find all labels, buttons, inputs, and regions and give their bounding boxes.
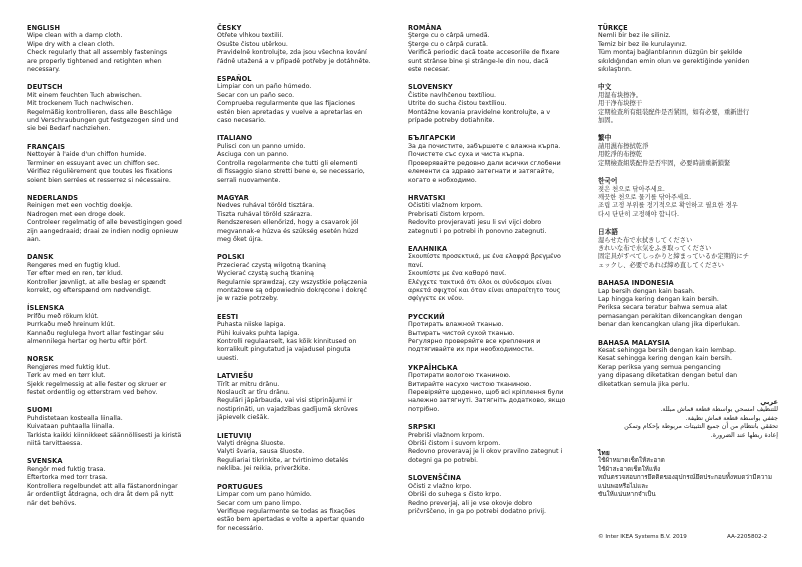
- section-suomi: [27, 406, 205, 448]
- section-nederlands: [27, 194, 205, 244]
- section-magyar: [217, 194, 395, 244]
- section-text: Valyti drėgna šluoste. Valyti švaria, sausa šluoste. Reguliariai tikrinkite, ar tvirtinimo detalės neklibа. Jei reikia, priveržkite.: [217, 440, 349, 473]
- section-eesti: [217, 313, 395, 363]
- section-romana: [408, 24, 586, 74]
- section-arabi: [598, 398, 778, 440]
- section-heading: РУССКИЙ: [408, 312, 445, 321]
- section-heading: MAGYAR: [217, 193, 249, 202]
- section-text: Puhasta niiske lapiga. Pühi kuivaks puhta lapiga. Kontrolli regulaarselt, kas kõik kinnitused on korralikult pingutatud ja vajadusel pinguta uuesti.: [217, 321, 357, 362]
- section-text: Pulisci con un panno umido. Asciuga con un panno. Controlla regolarmente che tutti gli elementi di fissaggio siano stretti bene e, se necessario, serrali nuovamente.: [217, 142, 365, 184]
- section-heading: БЪЛГАРСКИ: [408, 134, 456, 143]
- section-text: Limpar com um pano húmido. Secar com um pano limpo. Verifique regularmente se todas as fixações estão bem apertadas e volte a apertar quando for necessário.: [217, 491, 365, 532]
- section-heading: HRVATSKI: [408, 193, 446, 202]
- section-text: Rengör med fuktig trasa. Eftertorka med torr trasa. Kontrollera regelbundet att alla fästanordningar är ordentligt åtdragna, och dra åt dem på nytt när det behövs.: [27, 465, 178, 507]
- section-portugues: [217, 483, 395, 533]
- section-heading: 繁中: [598, 134, 612, 143]
- section-srpski: [408, 423, 586, 465]
- section-text: За да почистите, забършете с влажна кърпа. Почистете със суха и чиста кърпа. Проверявайте редовно дали всички сглобени елементи са здраво затегнати и затягайте, когато е нобходимо.: [408, 142, 561, 184]
- section-text: Očistiti vlažnom krpom. Prebrisati čistom krpom. Redovito provjeravati jesu li svi vijci dobro zategnuti i po potrebi ih ponovno zategnuti.: [408, 202, 547, 235]
- section-heading: BAHASA INDONESIA: [598, 279, 674, 288]
- document-code: AA-2205802-2: [727, 534, 768, 540]
- section-heading: 한국어: [598, 177, 618, 186]
- section-text: Şterge cu o cârpă umedă. Şterge cu o cârpă curată. Verifică periodic dacă toate accesoriile de fixare sunt strânse bine şi strânge-le din nou, dacă este necesar.: [408, 32, 560, 74]
- section-slovensky: [408, 83, 586, 125]
- section-heading: ENGLISH: [27, 24, 61, 32]
- section-heading: SLOVENŠČINA: [408, 474, 462, 483]
- section-dansk: [27, 253, 205, 295]
- column-2: [217, 24, 395, 542]
- section-zhongwen: [598, 83, 778, 125]
- section-text: Wipe clean with a damp cloth. Wipe dry with a clean cloth. Check regularly that all assembly fastenings are properly tightened and retighten when necessary.: [27, 32, 168, 74]
- section-heading: ČESKY: [217, 24, 242, 32]
- section-nihongo: [598, 228, 778, 270]
- section-text: Tīrīt ar mitru drānu. Noslaucīt ar tīru drānu. Regulāri jāpārbauda, vai visi stiprinājumi ir nostiprināti, un vajadzības gadījumā skrūves jāpievelk ciešāk.: [217, 380, 358, 422]
- column-4: [598, 24, 778, 509]
- section-thai: [598, 449, 778, 499]
- section-heading: LATVIEŠU: [217, 372, 254, 381]
- section-text: Σκουπίστε προσεκτικά, με ένα ελαφρά βρεγμένο πανί. Σκουπίστε με ένα καθαρό πανί. Ελέγχετε τακτικά ότι όλοι οι σύνδεσμοι είναι αρκετά σφιχτοί και όταν είναι απαραίτητο τους σφίγγετε εκ νέου.: [408, 253, 561, 303]
- section-text: Rengjøres med fuktig klut. Tørk av med en tørr klut. Sjekk regelmessig at alle fester og skruer er festet ordentlig og etterstram ved behov.: [27, 363, 167, 397]
- section-heading: SUOMI: [27, 406, 53, 415]
- section-heading: ESPAÑOL: [217, 75, 252, 84]
- section-text: Otřete vlhkou textilií. Osušte čistou utěrkou. Pravidelně kontrolujte, zda jsou všechna kování řádně utažená a v případě potřeby je dotáhněte.: [217, 32, 371, 65]
- section-islenska: [27, 304, 205, 346]
- section-ukrainska: [408, 364, 586, 414]
- section-heading: ΕΛΛΗΝΙΚΑ: [408, 244, 448, 253]
- section-heading: 日本語: [598, 228, 619, 237]
- section-italiano: [217, 134, 395, 184]
- section-turkce: [598, 24, 778, 74]
- section-cesky: [217, 24, 395, 66]
- section-heading: 中文: [598, 83, 612, 92]
- section-heading: FRANÇAIS: [27, 142, 66, 151]
- section-bahasa-malaysia: [598, 339, 778, 389]
- section-english: [27, 24, 205, 74]
- section-text: Limpiar con un paño húmedo. Secar con un paño seco. Comprueba regularmente que las fijaciones estén bien apretadas y vuelve a apretarlas en caso necesario.: [217, 83, 363, 125]
- section-russkiy: [408, 313, 586, 355]
- section-text: ใช้ผ้าหมาดเช็ดให้สะอาด ใช้ผ้าสะอาดเช็ดให้แห้ง หมั่นตรวจสอบการยึดติดของอุปกรณ์ยึดประกอบทั้งหมดว่ามีความแน่นพอหรือไม่และ ขันให้แน่นหากจำเป็น: [598, 457, 772, 499]
- section-lietuviu: [217, 432, 395, 474]
- section-heading: عربي: [760, 398, 778, 407]
- section-text: Nemli bir bez ile siliniz. Temiz bir bez ile kurulayınız. Tüm montaj bağlantılarının düzgün bir şekilde sıkıldığından emin olun ve gerektiğinde yeniden sıkılaştırın.: [598, 32, 750, 74]
- section-heading: DANSK: [27, 253, 54, 262]
- section-bulgarski: [408, 134, 586, 184]
- section-text: Reinigen met een vochtig doekje. Nadrogen met een droge doek. Controleer regelmatig of alle bevestigingen goed zijn aangedraaid; draai ze indien nodig opnieuw aan.: [27, 202, 182, 243]
- section-heading: ไทย: [598, 449, 610, 458]
- copyright-notice: © Inter IKEA Systems B.V. 2019: [598, 534, 687, 540]
- section-heading: NEDERLANDS: [27, 193, 79, 202]
- section-heading: EESTI: [217, 312, 239, 321]
- section-text: 請用濕布擦拭乾淨 用乾淨的布擦乾 定期檢查組裝配件是否牢固，必要時請重新鎖緊: [598, 142, 731, 167]
- section-text: Mit einem feuchten Tuch abwischen. Mit trockenem Tuch nachwischen. Regelmäßig kontrollieren, dass alle Beschläge und Verschraubungen gut festgezogen sind und sie bei Bedarf nachziehen.: [27, 91, 179, 133]
- section-polski: [217, 253, 395, 303]
- section-espanol: [217, 75, 395, 125]
- section-text: 젖은 천으로 닦아주세요. 깨끗한 천으로 물기를 닦아주세요. 조립 고정 부위를 정기적으로 확인하고 필요한 경우 다시 단단히 고정해야 합니다.: [598, 185, 738, 218]
- section-ellinika: [408, 245, 586, 304]
- section-heading: ÍSLENSKA: [27, 304, 65, 313]
- section-heading: LIETUVIŲ: [217, 431, 252, 440]
- section-text: Kesat sehingga bersih dengan kain lembap. Kesat sehingga kering dengan kain bersih. Kerap periksa yang semua pengancing yang dipasang diketatkan dengan betul dan diketatkan semula jika perlu.: [598, 347, 738, 388]
- section-heading: PORTUGUES: [217, 482, 263, 491]
- section-heading: NORSK: [27, 355, 54, 364]
- section-bahasa-indonesia: [598, 279, 778, 329]
- section-text: Протирать влажной тканью. Вытирать чистой сухой тканью. Регулярно проверяйте все крепления и подтягивайте их при необходимости.: [408, 321, 541, 354]
- section-fanzhong: [598, 134, 778, 168]
- section-hrvatski: [408, 194, 586, 236]
- section-heading: TÜRKÇE: [598, 24, 628, 32]
- section-slovenscina: [408, 474, 586, 516]
- section-heading: SRPSKI: [408, 423, 436, 432]
- section-deutsch: [27, 83, 205, 133]
- section-francais: [27, 143, 205, 185]
- section-hangugeo: [598, 177, 778, 219]
- section-text: Nettoyer à l'aide d'un chiffon humide. Terminer en essuyant avec un chiffon sec. Vérifiez régulièrement que toutes les fixations soient bien serrées et resserrez si nécessaire.: [27, 151, 173, 184]
- section-heading: DEUTSCH: [27, 83, 63, 92]
- section-text: Þrífðu með rökum klút. Þurrkaðu með hreinum klút. Kannaðu reglulega hvort allar festingar séu almennilega hertar og hertu eftir þörf.: [27, 312, 164, 345]
- column-3: [408, 24, 586, 525]
- section-text: Rengøres med en fugtig klud. Tør efter med en ren, tør klud. Kontroller jævnligt, at alle beslag er spændt korrekt, og efterspænd om nødvendigt.: [27, 261, 166, 294]
- section-text: 用湿布块擦净。 用干净布块擦干 定期检查所有组装配件是否紧固，如有必要，重新进行 加固。: [598, 91, 750, 125]
- section-text: Протирати вологою тканиною. Витирайте насухо чистою тканиною. Перевіряйте щоденно, щоб всі кріплення були належно затягнуті. Затягніть додатково, якщо потрібно.: [408, 372, 566, 413]
- section-heading: POLSKI: [217, 253, 245, 262]
- section-heading: УКРАЇНСЬКА: [408, 363, 458, 372]
- section-heading: ROMÂNA: [408, 24, 442, 32]
- section-text: Očisti z vlažno krpo. Obriši do suhega s čisto krpo. Redno preverjaj, ali je vse okovje dobro pričvrščeno, in ga po potrebi dodatno privij.: [408, 482, 546, 515]
- section-text: للتنظيف امسحي بواسطة قطعة قماش مبللة. جففي بواسطة قطعة قماش نظيفة. تحققي بانتظام من أن جميع التثبيتات مربوطة بإحكام وتمكن إعادة ربطها عند الضرورة.: [624, 406, 778, 439]
- section-text: Čistite navlhčenou textíliou. Utrite do sucha čistou textíliou. Montážne kovania pravidelne kontrolujte, a v prípade potreby dotiahnite.: [408, 91, 551, 125]
- column-1: [27, 24, 205, 517]
- section-heading: SLOVENSKY: [408, 83, 453, 92]
- section-text: Lap bersih dengan kain basah. Lap hingga kering dengan kain bersih. Periksa secara teratur bahwa semua alat pemasangan perakitan dikencangkan dengan benar dan kencangkan ulang jika diperlukan.: [598, 287, 743, 329]
- section-text: Puhdistetaan kostealla liinalla. Kuivataan puhtaalla liinalla. Tarkista kaikki kiinnikkeet säännöllisesti ja kiristä niitä tarvittaessa.: [27, 414, 182, 448]
- section-heading: BAHASA MALAYSIA: [598, 338, 670, 347]
- section-heading: ITALIANO: [217, 134, 253, 143]
- section-text: Prebriši vlažnom krpom. Obriši čistom i suvom krpom. Redovno proveravaj je li okov pravilno zategnut i dotegni ga po potrebi.: [408, 431, 563, 464]
- section-heading: SVENSKA: [27, 457, 63, 466]
- section-text: 湿らせた布で水拭きしてください きれいな布で水気をふき取ってください 固定具がすべてしっかりと締まっているか定期的にチ ェックし、必要であれば締め直してください: [598, 236, 749, 269]
- section-norsk: [27, 355, 205, 397]
- section-svenska: [27, 457, 205, 507]
- section-text: Nedves ruhával töröld tisztára. Tiszta ruhával töröld szárazra. Rendszeresen ellenőrizd, hogy a csavarok jól megvannak-e húzva és szükség esetén húzd meg őket újra.: [217, 202, 359, 243]
- section-latviesu: [217, 372, 395, 422]
- section-text: Przecierać czystą wilgotną tkaniną Wycierać czystą suchą tkaniną Regularnie sprawdzaj, czy wszystkie połączenia montażowe są odpowiednio dokręcone i dokręć je w razie potrzeby.: [217, 261, 368, 303]
